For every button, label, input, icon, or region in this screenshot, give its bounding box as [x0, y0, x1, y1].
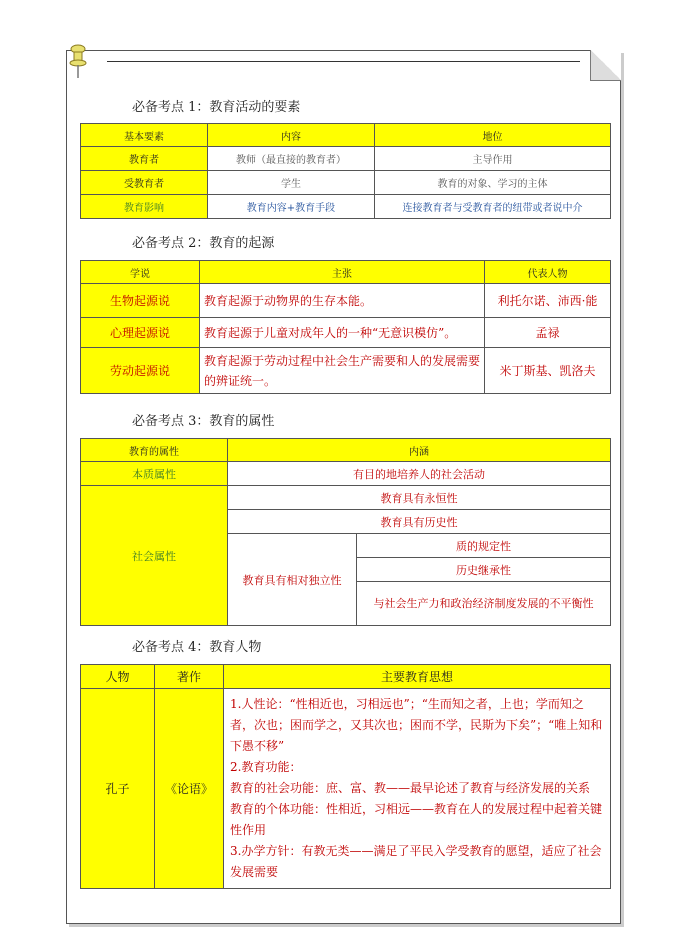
table-education-origin	[80, 260, 611, 394]
table-cell-social-label: 社会属性	[81, 486, 228, 626]
section-title-3: 必备考点 3：教育的属性	[132, 414, 275, 429]
table-cell: 教育的对象、学习的主体	[375, 171, 611, 195]
table-cell: 历史继承性	[357, 558, 611, 582]
table-header: 著作	[155, 665, 224, 689]
table-cell: 教育起源于儿童对成年人的一种“无意识模仿”。	[200, 318, 485, 348]
table-header: 人物	[81, 665, 155, 689]
table-cell: 与社会生产力和政治经济制度发展的不平衡性	[357, 582, 611, 626]
table-cell: 学生	[208, 171, 375, 195]
table-cell-thoughts	[224, 689, 611, 889]
table-cell: 教育具有历史性	[228, 510, 611, 534]
pushpin-icon	[68, 44, 88, 80]
thought-line: 1.人性论：“性相近也，习相远也”；“生而知之者，上也；学而知之者，次也；困而学之，又其次也；困而不学，民斯为下矣”；“唯上知和下愚不移”	[230, 697, 603, 753]
table-education-figures	[80, 664, 611, 889]
table-cell: 教育具有永恒性	[228, 486, 611, 510]
top-rule	[107, 61, 580, 62]
table-cell-work: 《论语》	[155, 689, 224, 889]
table-header: 代表人物	[485, 261, 611, 284]
table-cell-person: 孔子	[81, 689, 155, 889]
table-header: 主要教育思想	[224, 665, 611, 689]
table-cell: 教育内容+教育手段	[208, 195, 375, 219]
page-fold-corner	[590, 50, 621, 81]
table-cell: 孟禄	[485, 318, 611, 348]
table-cell: 生物起源说	[81, 284, 200, 318]
table-cell: 米丁斯基、凯洛夫	[485, 348, 611, 394]
table-header: 学说	[81, 261, 200, 284]
table-cell: 利托尔诺、沛西·能	[485, 284, 611, 318]
section-title-4: 必备考点 4：教育人物	[132, 640, 262, 655]
table-header: 地位	[375, 124, 611, 147]
table-cell: 教师（最直接的教育者）	[208, 147, 375, 171]
table-header: 主张	[200, 261, 485, 284]
section-title-2: 必备考点 2：教育的起源	[132, 236, 275, 251]
table-header: 内容	[208, 124, 375, 147]
table-cell: 受教育者	[81, 171, 208, 195]
table-cell: 连接教育者与受教育者的纽带或者说中介	[375, 195, 611, 219]
table-header: 内涵	[228, 439, 611, 462]
table-cell: 质的规定性	[357, 534, 611, 558]
thought-line: 教育的个体功能：性相近，习相远——教育在人的发展过程中起着关键性作用	[230, 802, 603, 837]
table-cell: 教育影响	[81, 195, 208, 219]
table-header: 基本要素	[81, 124, 208, 147]
table-cell: 主导作用	[375, 147, 611, 171]
table-cell: 教育起源于动物界的生存本能。	[200, 284, 485, 318]
thought-line: 2.教育功能：	[230, 760, 302, 774]
table-cell-relative-label: 教育具有相对独立性	[228, 534, 357, 626]
table-header: 教育的属性	[81, 439, 228, 462]
table-education-elements	[80, 123, 611, 219]
table-cell: 教育起源于劳动过程中社会生产需要和人的发展需要的辨证统一。	[200, 348, 485, 394]
thought-line: 教育的社会功能：庶、富、教——最早论述了教育与经济发展的关系	[230, 781, 591, 795]
table-cell-essence-label: 本质属性	[81, 462, 228, 486]
table-cell: 心理起源说	[81, 318, 200, 348]
section-title-1: 必备考点 1：教育活动的要素	[132, 100, 301, 115]
table-cell-essence-value: 有目的地培养人的社会活动	[228, 462, 611, 486]
thought-line: 3.办学方针：有教无类——满足了平民入学受教育的愿望，适应了社会发展需要	[230, 844, 602, 879]
table-education-attributes	[80, 438, 611, 626]
table-cell: 教育者	[81, 147, 208, 171]
table-cell: 劳动起源说	[81, 348, 200, 394]
